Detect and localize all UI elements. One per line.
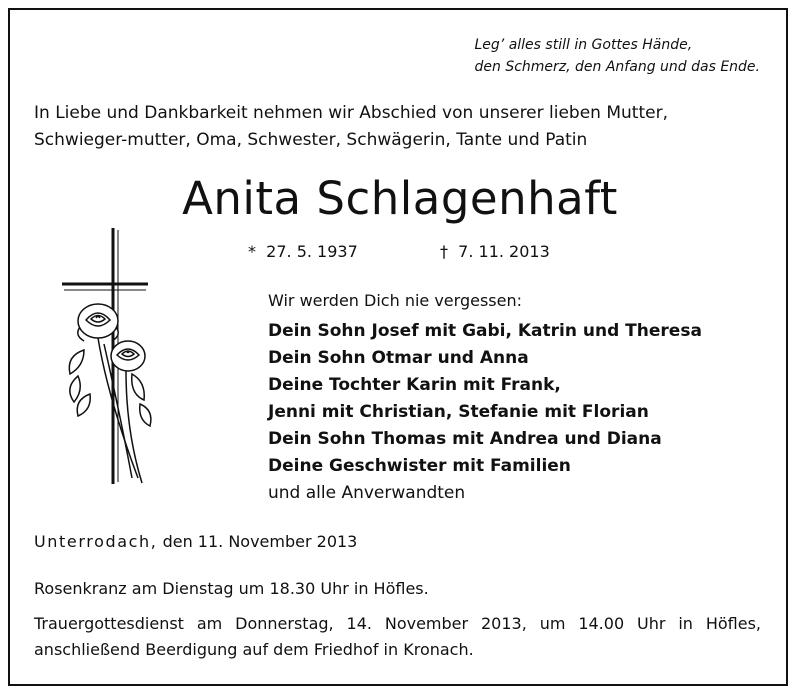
birth-date <box>248 242 358 261</box>
birth-date-value: 27. 5. 1937 <box>266 242 358 261</box>
mourner-line: Dein Sohn Thomas mit Andrea und Diana <box>268 429 662 449</box>
intro-text: In Liebe und Dankbarkeit nehmen wir Abschied von unserer lieben Mutter, Schwieger-mutter, Oma, Schwester, Schwägerin, Tante und Patin <box>34 103 668 150</box>
mourner-line: Deine Tochter Karin mit Frank, <box>268 375 561 395</box>
death-symbol: † <box>440 242 448 261</box>
death-date-value: 7. 11. 2013 <box>458 242 550 261</box>
deceased-name: Anita Schlagenhaft <box>182 172 618 225</box>
cross-with-roses-icon <box>60 224 170 494</box>
mourner-line: Deine Geschwister mit Familien <box>268 456 571 476</box>
mourners-block <box>268 288 702 507</box>
birth-symbol: * <box>248 242 256 261</box>
motto <box>475 34 761 78</box>
mourners-heading: Wir werden Dich nie vergessen: <box>268 291 522 310</box>
mourner-line: Jenni mit Christian, Stefanie mit Florian <box>268 402 649 422</box>
place-date-value: den 11. November 2013 <box>162 532 358 551</box>
place-town: Unterrodach, <box>34 532 158 551</box>
mourner-line: Dein Sohn Otmar und Anna <box>268 348 529 368</box>
funeral-notice: Trauergottesdienst am Donnerstag, 14. November 2013, um 14.00 Uhr in Höfles, anschließend Beerdigung auf dem Friedhof in Kronach. <box>34 614 761 659</box>
motto-line-2: den Schmerz, den Anfang und das Ende. <box>474 59 760 75</box>
motto-line-1: Leg’ alles still in Gottes Hände, <box>474 37 693 53</box>
place-date <box>34 532 357 551</box>
mourner-line: Dein Sohn Josef mit Gabi, Katrin und Theresa <box>268 321 702 341</box>
death-date <box>440 242 550 261</box>
rosary-notice: Rosenkranz am Dienstag um 18.30 Uhr in Höfles. <box>34 579 429 598</box>
mourners-closing: und alle Anverwandten <box>268 483 466 503</box>
